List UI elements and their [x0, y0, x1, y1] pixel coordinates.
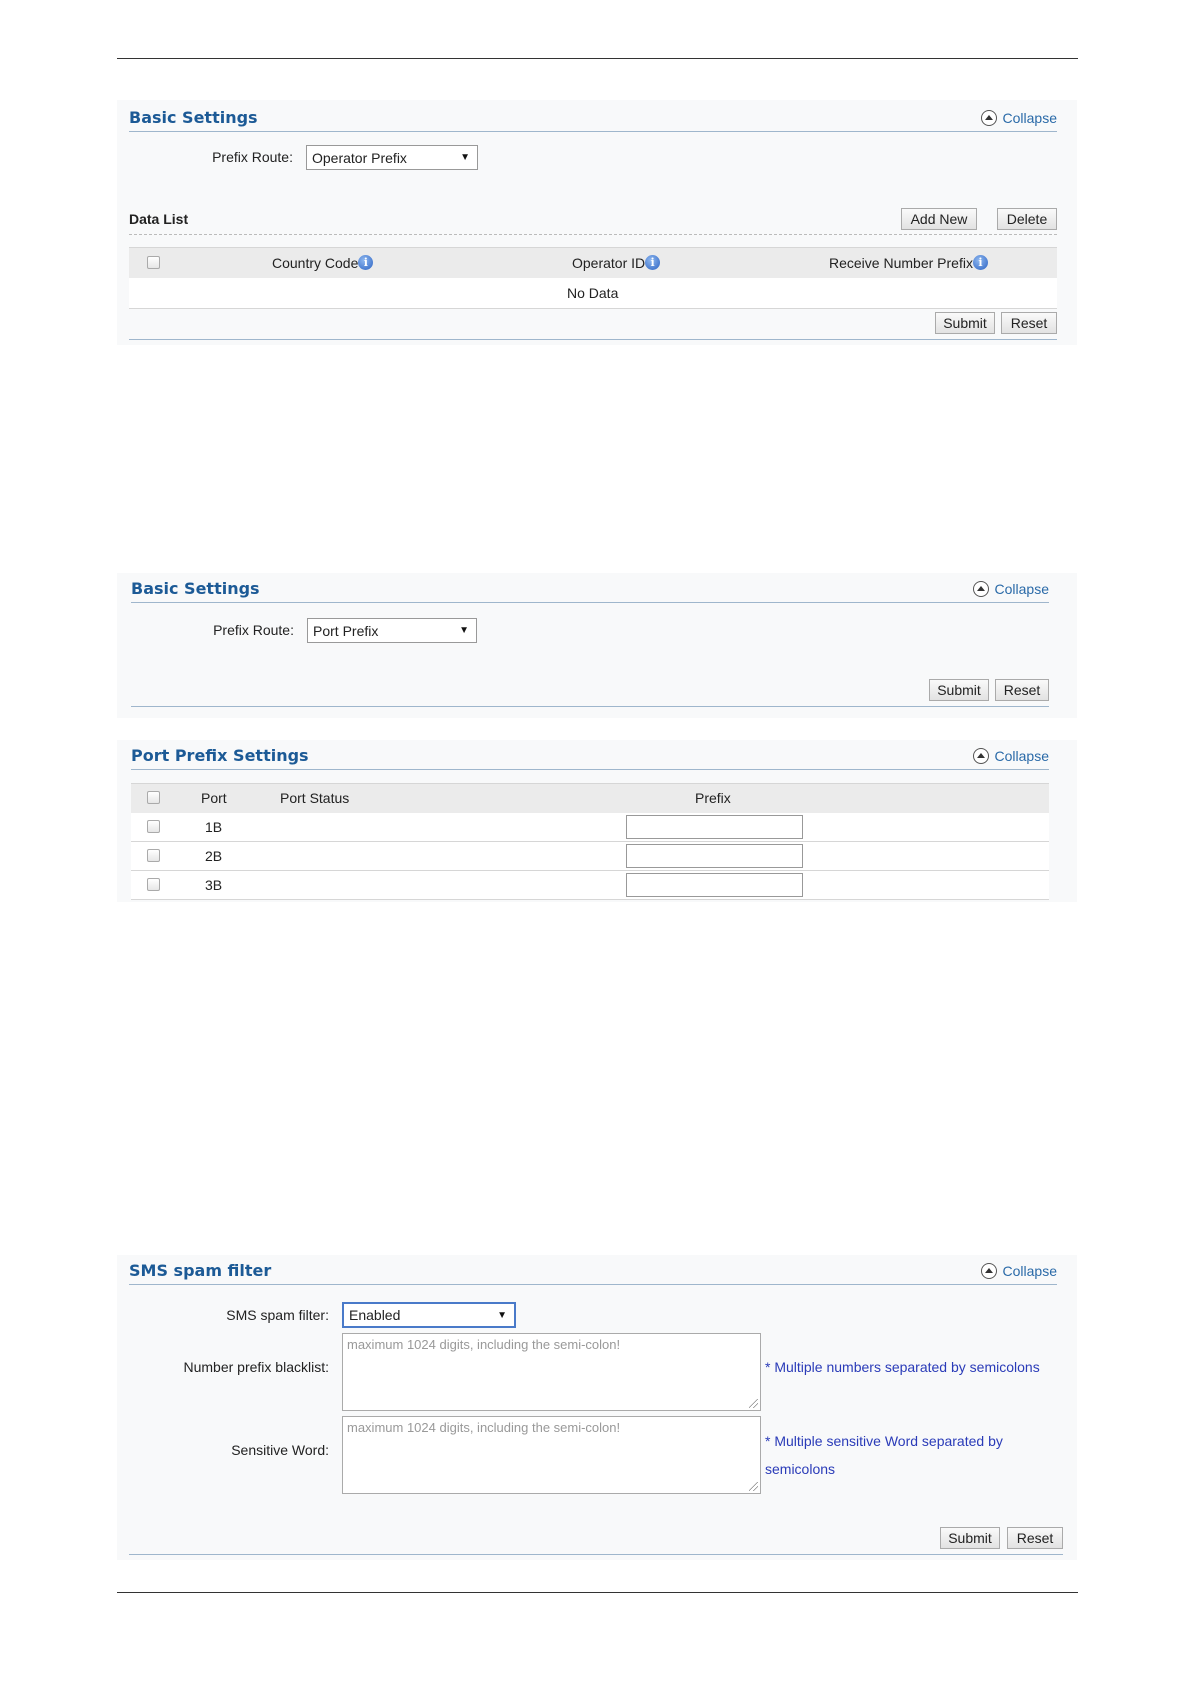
column-header-port: Port — [201, 790, 227, 806]
collapse-up-icon — [973, 748, 989, 764]
sensitive-word-hint: * Multiple sensitive Word separated by semicolons — [765, 1433, 1003, 1477]
select-all-checkbox[interactable] — [147, 256, 160, 269]
column-header-receive-number-prefix — [829, 255, 988, 271]
prefix-route-select[interactable] — [307, 618, 477, 643]
prefix-route-label: Prefix Route: — [212, 149, 293, 165]
row-divider — [131, 841, 1049, 842]
dropdown-arrow-icon: ▼ — [459, 625, 469, 636]
panel-header — [129, 104, 1057, 132]
prefix-input[interactable] — [626, 873, 803, 897]
collapse-up-icon — [973, 581, 989, 597]
panel-bottom-border — [129, 339, 1057, 340]
panel-title: Basic Settings — [131, 579, 260, 598]
page-top-rule — [117, 58, 1078, 59]
row-checkbox[interactable] — [147, 878, 160, 891]
panel-bottom-border — [129, 1554, 1063, 1555]
textarea-placeholder: maximum 1024 digits, including the semi-colon! — [347, 1420, 621, 1435]
info-icon[interactable]: i — [973, 255, 988, 270]
collapse-link[interactable] — [981, 110, 1057, 126]
dropdown-arrow-icon: ▼ — [460, 152, 470, 163]
collapse-up-icon — [981, 1263, 997, 1279]
select-all-checkbox[interactable] — [147, 791, 160, 804]
port-cell: 3B — [205, 877, 223, 893]
row-divider — [131, 899, 1049, 900]
panel-title: Port Prefix Settings — [131, 746, 309, 765]
table-row — [131, 813, 1049, 900]
port-prefix-settings-panel — [117, 740, 1077, 902]
column-header-port-status: Port Status — [280, 790, 350, 806]
delete-button[interactable]: Delete — [997, 208, 1057, 230]
panel-header — [129, 1257, 1057, 1285]
basic-settings-panel-port — [117, 573, 1077, 718]
blacklist-hint: * Multiple numbers separated by semicolons — [765, 1359, 1040, 1375]
prefix-route-value: Operator Prefix — [312, 149, 407, 166]
collapse-label: Collapse — [994, 580, 1049, 597]
table-header-row — [131, 783, 1049, 814]
divider — [129, 234, 1057, 235]
prefix-route-select[interactable] — [306, 145, 478, 170]
sms-spam-filter-panel — [117, 1255, 1077, 1560]
submit-button[interactable]: Submit — [929, 679, 989, 701]
prefix-input[interactable] — [626, 844, 803, 868]
divider — [129, 308, 1057, 309]
submit-button[interactable]: Submit — [935, 312, 995, 334]
reset-button[interactable]: Reset — [1001, 312, 1057, 334]
row-checkbox[interactable] — [147, 849, 160, 862]
port-cell: 2B — [205, 848, 223, 864]
number-prefix-blacklist-label: Number prefix blacklist: — [183, 1359, 329, 1375]
column-header-country-code — [272, 255, 373, 271]
page-bottom-rule — [117, 1592, 1078, 1593]
panel-header — [131, 575, 1049, 603]
panel-title: SMS spam filter — [129, 1261, 272, 1280]
number-prefix-blacklist-textarea[interactable] — [342, 1333, 761, 1411]
prefix-route-value: Port Prefix — [313, 622, 379, 639]
column-header-label: Receive Number Prefix — [829, 255, 973, 271]
collapse-label: Collapse — [994, 747, 1049, 764]
column-header-prefix: Prefix — [695, 790, 731, 806]
panel-header — [131, 742, 1049, 770]
sms-spam-filter-value: Enabled — [349, 1307, 401, 1323]
panel-title: Basic Settings — [129, 108, 258, 127]
textarea-placeholder: maximum 1024 digits, including the semi-colon! — [347, 1337, 621, 1352]
collapse-link[interactable] — [981, 1263, 1057, 1279]
prefix-input[interactable] — [626, 815, 803, 839]
sensitive-word-textarea[interactable] — [342, 1416, 761, 1494]
dropdown-arrow-icon: ▼ — [497, 1309, 507, 1321]
reset-button[interactable]: Reset — [1007, 1527, 1063, 1549]
sms-spam-filter-select[interactable] — [342, 1302, 516, 1328]
basic-settings-panel-operator — [117, 100, 1077, 345]
panel-bottom-border — [131, 706, 1049, 707]
info-icon[interactable]: i — [645, 255, 660, 270]
column-header-operator-id — [572, 255, 660, 271]
no-data-text: No Data — [567, 285, 619, 301]
submit-button[interactable]: Submit — [940, 1527, 1000, 1549]
collapse-link[interactable] — [973, 581, 1049, 597]
data-list-label: Data List — [129, 211, 189, 227]
add-new-button[interactable]: Add New — [901, 208, 977, 230]
port-cell: 1B — [205, 819, 223, 835]
sensitive-word-label: Sensitive Word: — [231, 1442, 329, 1458]
row-divider — [131, 870, 1049, 871]
prefix-route-label: Prefix Route: — [213, 622, 294, 638]
collapse-up-icon — [981, 110, 997, 126]
resize-handle-icon[interactable] — [749, 1482, 758, 1491]
column-header-label: Operator ID — [572, 255, 646, 271]
column-header-label: Country Code — [272, 255, 359, 271]
row-checkbox[interactable] — [147, 820, 160, 833]
resize-handle-icon[interactable] — [749, 1399, 758, 1408]
collapse-link[interactable] — [973, 748, 1049, 764]
info-icon[interactable]: i — [358, 255, 373, 270]
collapse-label: Collapse — [1002, 109, 1057, 126]
reset-button[interactable]: Reset — [995, 679, 1049, 701]
sms-spam-filter-label: SMS spam filter: — [226, 1307, 329, 1323]
collapse-label: Collapse — [1002, 1262, 1057, 1279]
